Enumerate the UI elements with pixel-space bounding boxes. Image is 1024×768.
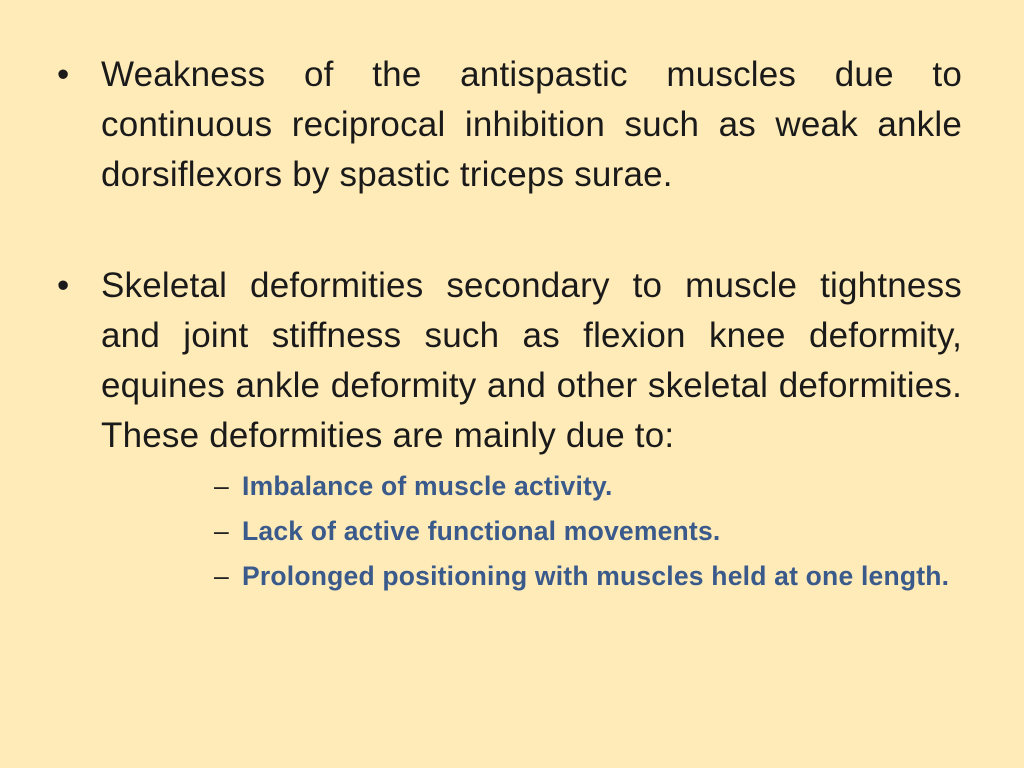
bullet-text: Skeletal deformities secondary to muscle tightness and joint stiffness such as flexion knee deformity, equines ankle deformity and other skeletal deformities. These deformities are mainly due to:	[101, 266, 962, 455]
bullet-text: Weakness of the antispastic muscles due to continuous reciprocal inhibition such as weak ankle dorsiflexors by spastic triceps surae.	[101, 55, 962, 194]
sub-bullet-text: Prolonged positioning with muscles held at one length.	[242, 561, 950, 591]
bullet-item-weakness	[57, 50, 962, 200]
sub-bullet-item	[214, 557, 962, 595]
sub-bullet-text: Imbalance of muscle activity.	[242, 471, 613, 501]
dash-icon: –	[214, 561, 229, 591]
sub-bullet-item	[214, 467, 962, 505]
sub-bullet-list	[214, 467, 962, 595]
dash-icon: –	[214, 516, 229, 546]
bullet-list	[57, 50, 962, 602]
dash-icon: –	[214, 471, 229, 501]
sub-bullet-item	[214, 512, 962, 550]
sub-bullet-text: Lack of active functional movements.	[242, 516, 721, 546]
bullet-item-skeletal-deformities	[57, 261, 962, 595]
bullet-dot-icon: •	[57, 55, 70, 94]
bullet-dot-icon: •	[57, 266, 70, 305]
